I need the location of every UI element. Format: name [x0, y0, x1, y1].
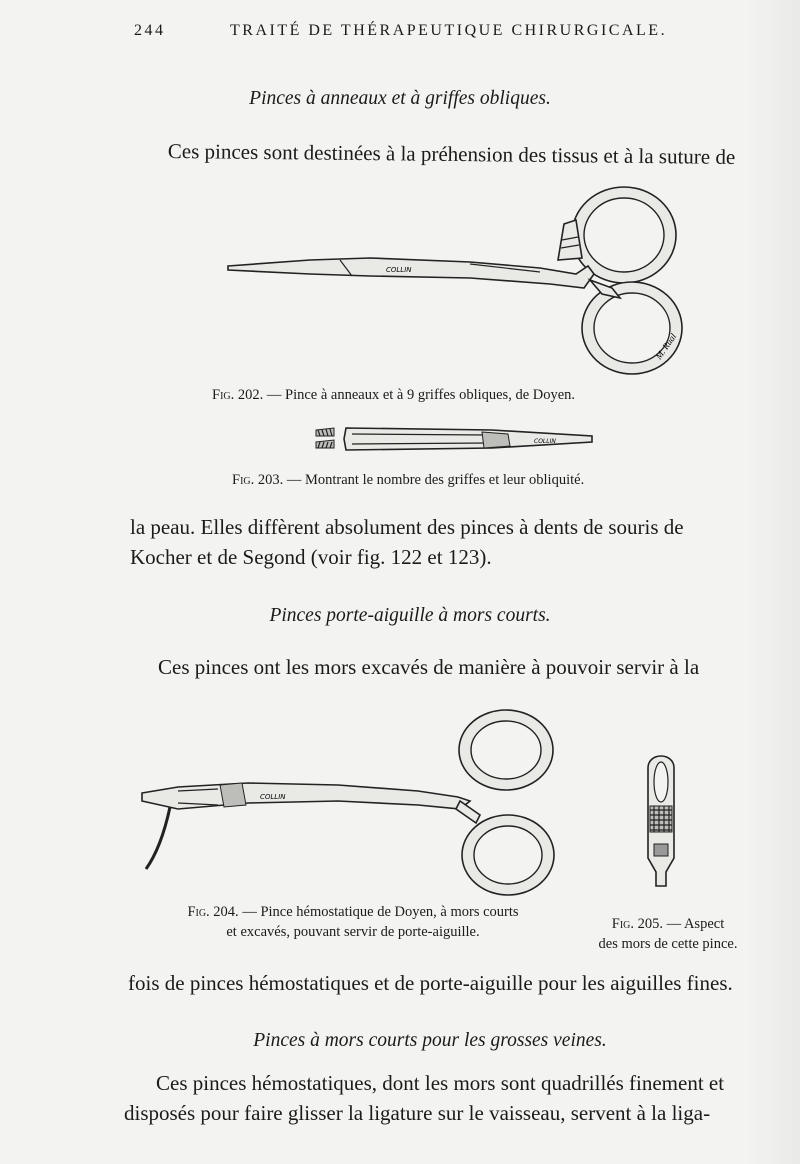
running-title: TRAITÉ DE THÉRAPEUTIQUE CHIRURGICALE. [230, 22, 668, 39]
section2-line1: Ces pinces ont les mors excavés de manière à pouvoir servir à la [158, 655, 700, 679]
section3-line1: Ces pinces hémostatiques, dont les mors sont quadrillés finement et [156, 1071, 725, 1095]
fig205-label: Fig. 205. [611, 916, 664, 932]
fig205-caption [568, 914, 768, 954]
section1-line2: la peau. Elles diffèrent absolument des pinces à dents de souris de [130, 515, 684, 539]
fig204-caption-line1: — Pince hémostatique de Doyen, à mors courts [242, 904, 519, 920]
fig205-caption-line1: — Aspect [666, 916, 725, 932]
fig203-caption [232, 470, 672, 490]
section1-line1: Ces pinces sont destinées à la préhension des tissus et à la suture de [167, 138, 736, 169]
fig203-caption-text: — Montrant le nombre des griffes et leur obliquité. [286, 472, 585, 488]
fig204-stamp: COLLIN [260, 793, 286, 801]
fig204-caption [148, 902, 558, 942]
fig203-illustration [312, 422, 612, 458]
fig202-signature: M. Rual [653, 331, 679, 362]
fig203-label: Fig. 203. [232, 472, 284, 488]
fig202-label: Fig. 202. [212, 387, 264, 403]
section1-line3: Kocher et de Segond (voir fig. 122 et 123). [130, 545, 492, 569]
running-header [130, 22, 690, 52]
fig202-caption [212, 385, 672, 405]
fig204-label: Fig. 204. [187, 904, 239, 920]
fig202-illustration [220, 180, 690, 380]
fig204-caption-line2: et excavés, pouvant servir de porte-aiguille. [226, 924, 480, 940]
section-heading-2: Pinces porte-aiguille à mors courts. [269, 605, 551, 626]
page-number: 244 [134, 22, 166, 39]
fig203-stamp: COLLIN [534, 438, 556, 445]
section-heading-1: Pinces à anneaux et à griffes obliques. [249, 88, 551, 109]
fig205-caption-line2: des mors de cette pince. [598, 936, 738, 952]
section3-line2: disposés pour faire glisser la ligature sur le vaisseau, servent à la liga- [124, 1101, 711, 1125]
fig202-caption-text: — Pince à anneaux et à 9 griffes obliques, de Doyen. [266, 387, 576, 403]
fig204-illustration [138, 705, 558, 900]
fig202-stamp: COLLIN [386, 266, 412, 274]
section-heading-3: Pinces à mors courts pour les grosses veines. [253, 1030, 607, 1051]
section2-line2: fois de pinces hémostatiques et de porte-aiguille pour les aiguilles fines. [128, 971, 733, 995]
fig205-illustration [638, 748, 684, 890]
